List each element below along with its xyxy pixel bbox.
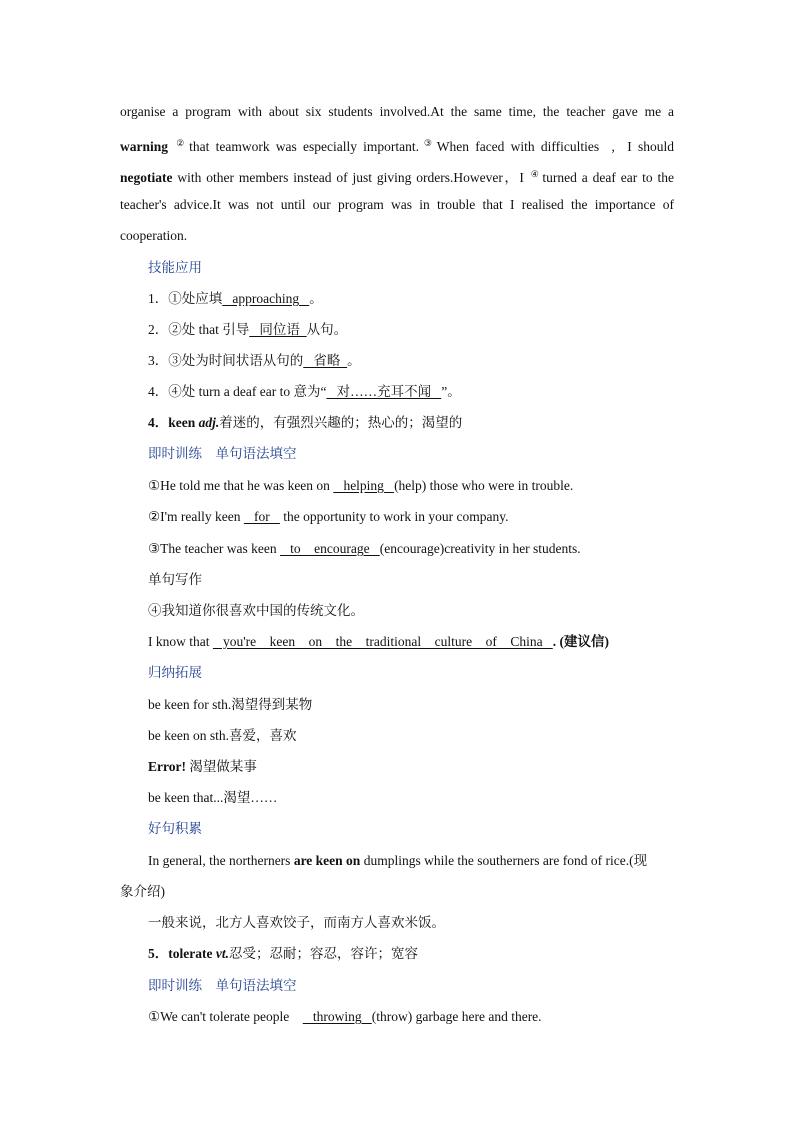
marker-2: ②: [176, 138, 188, 148]
good-sentence: In general, the northerners are keen on dumplings while the southerners are fond of rice.(现: [148, 853, 648, 868]
answer-blank: to encourage: [280, 541, 380, 556]
vocab-heading-tolerate: 5．tolerate vt.忍受；忍耐；容忍，容许；宽容: [148, 946, 418, 961]
keen-sentence-1: ①He told me that he was keen on helping (help) those who were in trouble.: [148, 478, 574, 493]
answer-blank: helping: [333, 478, 395, 493]
keen-sentence-3: ③The teacher was keen to encourage (encourage)creativity in her students.: [148, 541, 581, 556]
answer-blank: approaching: [222, 291, 310, 306]
answer-blank: 同位语: [249, 322, 307, 337]
good-sentence-translation: 一般来说，北方人喜欢饺子，而南方人喜欢米饭。: [148, 915, 445, 930]
keyword-negotiate: negotiate: [120, 170, 173, 185]
keyword-warning: warning: [120, 139, 169, 154]
drill-heading: 即时训练 单句语法填空: [148, 978, 297, 993]
paragraph-line-5: cooperation.: [120, 228, 188, 243]
answer-blank: for: [243, 509, 280, 524]
tolerate-sentence-1: ①We can't tolerate people throwing (throw) garbage here and there.: [148, 1009, 542, 1024]
keen-sentence-2: ②I'm really keen for the opportunity to work in your company.: [148, 509, 509, 524]
drill-heading: 即时训练 单句语法填空: [148, 446, 297, 461]
paragraph-line-2: warning ② that teamwork was especially important. ③ When faced with difficulties , I should: [120, 138, 674, 154]
answer-blank: 对……充耳不闻: [326, 384, 442, 399]
writing-prompt: ④我知道你很喜欢中国的传统文化。: [148, 603, 364, 618]
paragraph-line-4: teacher's advice.It was not until our program was in trouble that I realised the importance of: [120, 197, 674, 212]
answer-blank: you're keen on the traditional culture of China: [212, 634, 553, 649]
good-sentence-continued: 象介绍): [120, 884, 165, 899]
expansion-error: Error! 渴望做某事: [148, 759, 257, 774]
vocab-heading-keen: 4．keen adj.着迷的，有强烈兴趣的；热心的；渴望的: [148, 415, 463, 430]
skill-question-3: 3．③处为时间状语从句的 省略 。: [148, 353, 361, 368]
summary-heading: 归纳拓展: [148, 665, 202, 680]
answer-blank: 省略: [303, 353, 348, 368]
paragraph-line-3: negotiate with other members instead of just giving orders.However，I ④ turned a deaf ear to the: [120, 169, 674, 185]
answer-blank: throwing: [302, 1009, 372, 1024]
good-sentence-heading: 好句积累: [148, 821, 202, 836]
expansion-4: be keen that...渴望……: [148, 790, 278, 805]
skill-question-1: 1．①处应填 approaching 。: [148, 291, 323, 306]
expansion-1: be keen for sth.渴望得到某物: [148, 697, 313, 712]
marker-4: ④: [530, 169, 541, 179]
paragraph-line-1: organise a program with about six students involved.At the same time, the teacher gave me a: [120, 104, 674, 119]
skill-question-2: 2．②处 that 引导 同位语 从句。: [148, 322, 348, 337]
writing-answer: I know that you're keen on the traditional culture of China . (建议信): [148, 634, 609, 649]
expansion-2: be keen on sth.喜爱，喜欢: [148, 728, 297, 743]
writing-heading: 单句写作: [148, 572, 202, 587]
section-heading-skills: 技能应用: [148, 260, 202, 275]
marker-3: ③: [421, 138, 435, 148]
skill-question-4: 4．④处 turn a deaf ear to 意为“ 对……充耳不闻 ”。: [148, 384, 461, 399]
